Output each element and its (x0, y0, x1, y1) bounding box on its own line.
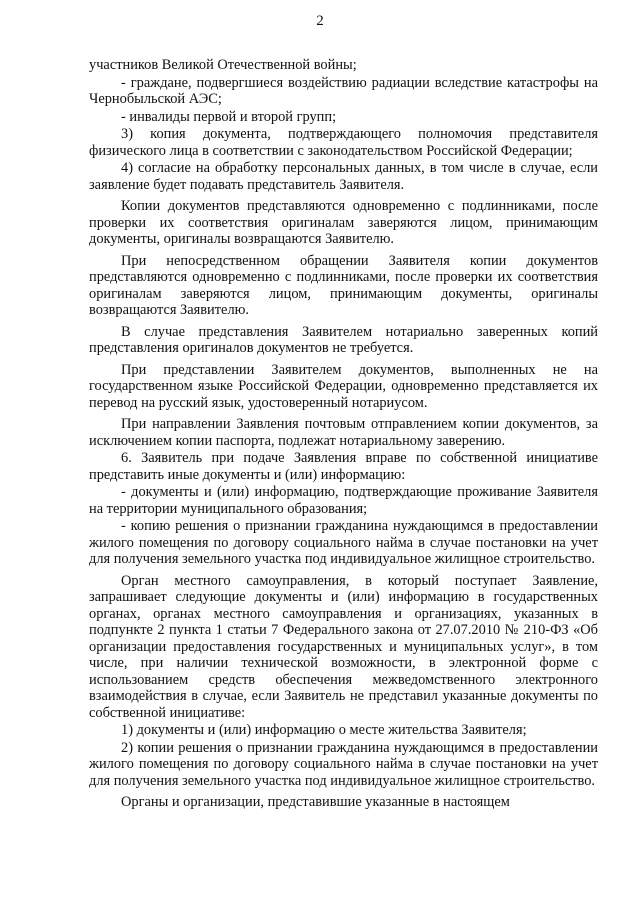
paragraph: 3) копия документа, подтверждающего полномочия представителя физического лица в соответствии с законодательством Российской Федерации; (89, 126, 598, 159)
paragraph: В случае представления Заявителем нотариально заверенных копий представления оригиналов документов не требуется. (89, 323, 598, 356)
paragraph: - инвалиды первой и второй групп; (121, 108, 337, 125)
paragraph: 4) согласие на обработку персональных данных, в том числе в случае, если заявление будет подавать представитель Заявителя. (89, 160, 598, 193)
paragraph: При представлении Заявителем документов, выполненных не на государственном языке Российской Федерации, одновременно представляется их перевод на русский язык, удостоверенный нотариусом. (89, 361, 598, 411)
page-number: 2 (316, 13, 324, 29)
paragraph: При непосредственном обращении Заявителя копии документов представляются одновременно с подлинниками, после проверки их соответствия оригиналам заверяются лицом, принимающим документы, оригиналы возвращаются Заявителю. (89, 252, 598, 318)
paragraph: - копию решения о признании гражданина нуждающимся в предоставлении жилого помещения по договору социального найма в случае постановки на учет для получения земельного участка под индивидуальное жилищное строительство. (89, 518, 598, 567)
paragraph: Органы и организации, представившие указанные в настоящем (121, 794, 510, 810)
paragraph: При направлении Заявления почтовым отправлением копии документов, за исключением копии паспорта, подлежат нотариальному заверению. (89, 416, 598, 449)
document-body (89, 57, 598, 812)
paragraph: - документы и (или) информацию, подтверждающие проживание Заявителя на территории муниципального образования; (89, 484, 598, 517)
paragraph: 6. Заявитель при подаче Заявления вправе по собственной инициативе представить иные документы и (или) информацию: (89, 450, 598, 483)
paragraph: Копии документов представляются одновременно с подлинниками, после проверки их соответствия оригиналам заверяются лицом, принимающим документы, оригиналы возвращаются Заявителю. (89, 198, 598, 247)
paragraph: Орган местного самоуправления, в который поступает Заявление, запрашивает следующие документы и (или) информацию в государственных органах, органах местного самоуправления и организациях, указанных в подпункте 2 пункта 1 статьи 7 Федерального закона от 27.07.2010 № 210-ФЗ «Об организации предоставления государственных и муниципальных услуг», в том числе, при наличии технической возможности, в электронной форме с использованием средств обеспечения межведомственного электронного взаимодействия в случае, если Заявитель не представил указанные документы по собственной инициативе: (89, 572, 598, 721)
paragraph: участников Великой Отечественной войны; (89, 57, 357, 73)
paragraph: 2) копии решения о признании гражданина нуждающимся в предоставлении жилого помещения по договору социального найма в случае постановки на учет для получения земельного участка под индивидуальное жилищное строительство. (89, 739, 598, 789)
paragraph: 1) документы и (или) информацию о месте жительства Заявителя; (121, 722, 527, 738)
paragraph: - граждане, подвергшиеся воздействию радиации вследствие катастрофы на Чернобыльской АЭС; (89, 74, 598, 107)
